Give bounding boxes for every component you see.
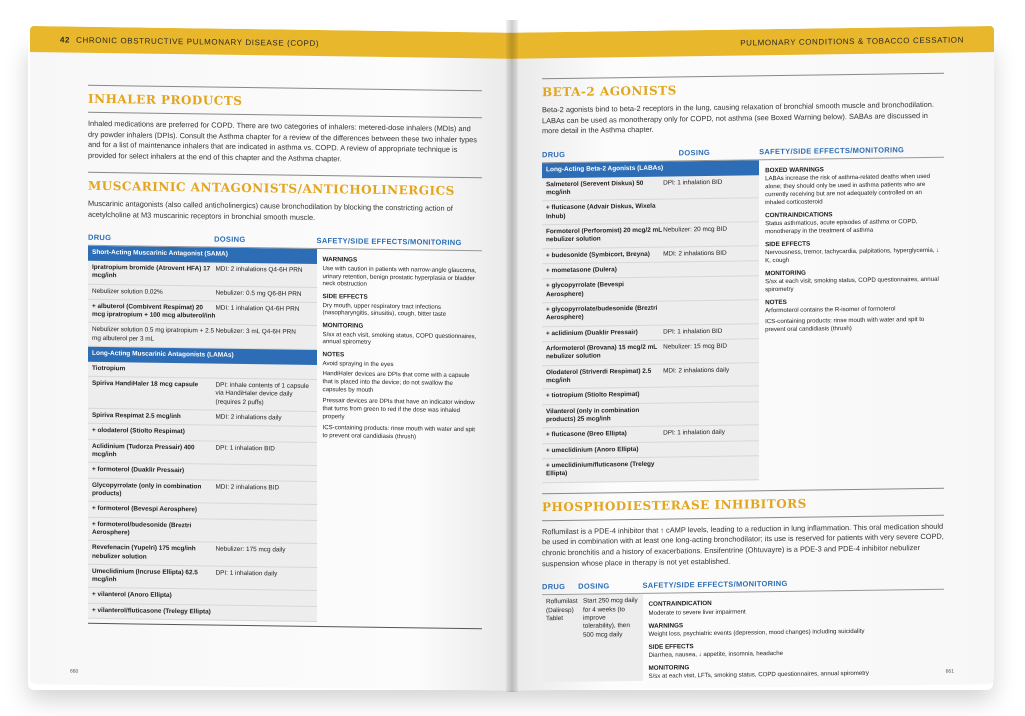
divider [88,85,482,92]
table-row [88,300,317,327]
dosing-cell: MDI: 2 inhalations daily [663,366,730,375]
table-row [542,456,759,483]
safety-heading: BOXED WARNINGS [765,166,824,175]
safety-heading: SIDE EFFECTS [322,293,368,302]
safety-heading: NOTES [765,299,787,307]
drug-cell: Vilanterol (only in combination products) 25 mcg/inh [546,406,640,424]
drug-cell: + formoterol/budesonide (Breztri Aerosphere) [92,520,192,537]
muscarinic-table [88,246,482,624]
col-dosing: DOSING [578,581,610,592]
laba-band: Long-Acting Beta-2 Agonists (LABAs) [542,160,759,177]
drug-cell: + olodaterol (Stiolto Respimat) [92,427,185,436]
safety-heading: MONITORING [648,663,690,672]
safety-heading: MONITORING [322,322,364,331]
drug-cell: + umeclidinium/fluticasone (Trelegy Ellipta) [546,460,655,478]
running-head-text: CHRONIC OBSTRUCTIVE PULMONARY DISEASE (COPD) [76,35,320,48]
drug-cell: Ipratropium bromide (Atrovent HFA) 17 mcg/inh [92,263,211,280]
safety-text: LABAs increase the risk of asthma-related deaths when used alone; they should only be used in asthma patients who are currently receiving but are not adequately controlled on an inhaled corticosteroid [765,173,931,207]
right-content [512,52,994,683]
drug-cell: Glycopyrrolate (only in combination products) [92,481,202,498]
drug-cell: Nebulizer solution 0.5 mg ipratropium + 2.5 mg albuterol per 3 mL [92,326,215,343]
dosing-cell [215,608,312,618]
safety-text: Dry mouth, upper respiratory tract infections (nasopharyngitis, sinusitis), cough, bitter taste [322,301,447,319]
pde-drug: Roflumilast (Daliresp) Tablet [546,598,578,623]
sama-rows [88,261,317,350]
drug-cell: Tiotropium [92,364,126,372]
drug-cell: + budesonide (Symbicort, Breyna) [546,250,650,259]
muscarinic-drug-column [88,246,317,622]
table-row [88,261,317,288]
left-folio: 660 [70,668,79,675]
pde-title: PHOSPHODIESTERASE INHIBITORS [542,496,807,514]
table-row [88,517,317,544]
col-dosing: DOSING [214,234,246,245]
table-row [88,377,317,412]
drug-cell: Umeclidinium (Incruse Ellipta) 62.5 mcg/inh [92,567,198,584]
safety-text: Pressair devices are DPIs that have an indicator window that turns from green to red if the dose was inhaled properly [322,397,475,421]
table-row [542,199,759,226]
dosing-cell [663,459,755,477]
col-safety: SAFETY/SIDE EFFECTS/MONITORING [642,579,788,591]
col-safety: SAFETY/SIDE EFFECTS/MONITORING [759,145,905,157]
table-bottom-rule [88,623,482,630]
col-drug: DRUG [542,582,566,592]
safety-text: HandiHaler devices are DPIs that come with a capsule that is placed into the device; do not swallow the capsules by mouth [322,370,470,395]
drug-cell: + glycopyrrolate (Bevespi Aerosphere) [546,281,624,298]
beta2-drug-column [542,160,759,482]
divider [88,112,482,119]
table-row [542,402,759,429]
safety-text: Diarrhea, nausea, ↓ appetite, insomnia, headache [648,649,783,659]
table-row [88,478,317,505]
left-page [30,26,512,691]
dosing-cell: DPI: 1 inhalation BID [663,178,723,187]
drug-cell: Spiriva HandiHaler 18 mcg capsule [92,379,199,389]
sama-band: Short-Acting Muscarinic Antagonist (SAMA) [88,246,317,264]
safety-heading: SIDE EFFECTS [765,240,811,249]
pde-table [542,590,944,682]
beta2-safety-column [759,158,944,480]
safety-text: Arformoterol contains the R-isomer of formoterol [765,305,896,315]
dosing-cell: Nebulizer: 15 mcg BID [663,342,728,351]
dosing-cell: MDI: 2 inhalations BID [215,483,280,492]
drug-cell: + glycopyrrolate/budesonide (Breztri Aerosphere) [546,304,658,322]
safety-heading: SIDE EFFECTS [648,642,694,651]
safety-text: ICS-containing products: rinse mouth with water and spit to prevent oral candidiasis (thrush) [765,316,925,334]
dosing-cell [215,429,312,439]
drug-cell: + fluticasone (Advair Diskus, Wixela Inhub) [546,203,656,220]
dosing-cell [663,405,755,423]
col-safety: SAFETY/SIDE EFFECTS/MONITORING [316,236,462,248]
dosing-cell [663,280,755,298]
page-number: 42 [60,34,71,45]
col-drug: DRUG [88,233,112,243]
dosing-cell [215,593,312,603]
table-row [88,541,317,568]
drug-cell: + tiotropium (Stiolto Respimat) [546,391,640,400]
safety-text: S/sx at each visit, LFTs, smoking status, COPD questionnaires, annual spirometry [648,669,869,680]
right-folio: 661 [945,668,954,675]
table-row [542,339,759,366]
table-row [88,565,317,592]
table-row [88,323,317,350]
dosing-cell: Nebulizer: 0.5 mg Q6-8H PRN [215,289,302,298]
drug-cell: Arformoterol (Brovana) 15 mcg/2 mL nebulizer solution [546,343,658,361]
drug-cell: Salmeterol (Serevent Diskus) 50 mcg/inh [546,179,644,197]
drug-cell: + umeclidinium (Anoro Ellipta) [546,445,639,454]
dosing-cell [663,444,755,454]
pde-safety-column [643,590,945,681]
right-page [512,26,994,691]
table-row [542,363,759,390]
beta2-table [542,158,944,483]
drug-cell: + formoterol (Bevespi Aerosphere) [92,505,198,514]
running-head-text: PULMONARY CONDITIONS & TOBACCO CESSATION [740,34,964,48]
dosing-cell [663,202,755,220]
drug-cell: + formoterol (Duaklir Pressair) [92,466,185,475]
safety-text: S/sx at each visit, smoking status, COPD questionnaires, annual spirometry [322,330,477,347]
col-dosing: DOSING [678,148,711,158]
dosing-cell: MDI: 2 inhalations BID [663,249,727,258]
pde-drug-column [542,594,643,682]
safety-text: Status asthmaticus, acute episodes of asthma or COPD, monotherapy in the treatment of asthma [765,218,918,236]
dosing-cell: Nebulizer: 3 mL Q4-6H PRN [215,328,296,337]
muscarinic-paragraph: Muscarinic antagonists (also called anticholinergics) cause bronchodilation by blocking the constricting action of acetylcholine at M3 muscarinic receptors in bronchial smooth muscle. [88,198,453,222]
left-content [30,52,512,630]
safety-heading: CONTRAINDICATIONS [765,211,833,220]
safety-heading: NOTES [322,351,345,359]
muscarinic-title: MUSCARINIC ANTAGONISTS/ANTICHOLINERGICS [88,178,455,198]
divider [542,487,944,494]
dosing-cell: Nebulizer: 20 mcg BID [663,225,728,234]
safety-heading: CONTRAINDICATION [648,600,712,609]
dosing-cell [215,507,312,517]
safety-text: Moderate to severe liver impairment [648,608,746,617]
table-row [88,439,317,466]
drug-cell: + fluticasone (Breo Ellipta) [546,430,627,439]
dosing-cell [663,390,755,400]
divider [88,172,482,179]
inhaler-products-title: INHALER PRODUCTS [88,91,243,108]
lama-band: Long-Acting Muscarinic Antagonists (LAMAs) [88,347,317,365]
dosing-cell [215,366,312,376]
drug-cell: Spiriva Respimat 2.5 mcg/inh [92,411,181,420]
divider [542,514,944,521]
beta2-paragraph: Beta-2 agonists bind to beta-2 receptors in the lung, causing relaxation of bronchial smooth muscle and bronchodilation. LABAs can be used as monotherapy only for COPD, not asthma (see Boxed Warning below). SABAs are discussed in more detail in the Asthma chapter. [542,99,934,136]
dosing-cell: DPI: inhale contents of 1 capsule via HandiHaler device daily (requires 2 puffs) [215,381,309,406]
inhaler-products-paragraph: Inhaled medications are preferred for COPD. There are two categories of inhalers: metered-dose inhalers (MDIs) and dry powder inhalers (DPIs). Consult the Asthma chapter for a review of the differences between these two inhaler types and for a list of maintenance inhalers that are indicated in asthma vs. COPD. A review of appropriate technique is provided for select inhalers at the end of this chapter and the Asthma chapter. [88,118,477,164]
dosing-cell [215,522,312,540]
beta2-title: BETA-2 AGONISTS [542,83,677,100]
safety-text: Weight loss, psychiatric events (depression, mood changes) including suicidality [648,627,865,638]
safety-heading: WARNINGS [648,621,684,630]
pde-dose: Start 250 mcg daily for 4 weeks (to improve tolerability), then 500 mcg daily [583,597,638,639]
dosing-cell: DPI: 1 inhalation daily [215,569,278,578]
dosing-cell: Nebulizer: 175 mcg daily [215,545,286,554]
drug-cell: + vilanterol (Anoro Ellipta) [92,591,172,600]
safety-heading: MONITORING [765,269,806,278]
drug-cell: + mometasone (Dulera) [546,266,617,275]
dosing-cell: DPI: 1 inhalation daily [663,428,725,437]
muscarinic-safety-column [317,249,482,624]
pde-paragraph: Roflumilast is a PDE-4 inhibitor that ↑ cAMP levels, leading to a reduction in lung inflammation. This oral medication should be used in combination with at least one long-acting bronchodilator; its use is reserved for patients with very severe COPD, chronic bronchitis and a history of exacerbations. Ensifentrine (Ohtuvayre) is a PDE-3 and PDE-4 inhibitor nebulizer suspension whose place in therapy is not yet established. [542,521,944,569]
drug-cell: + vilanterol/fluticasone (Trelegy Ellipta) [92,606,211,616]
book-gutter [506,20,518,692]
lama-rows [88,361,317,622]
dosing-cell [663,303,755,321]
safety-text: Avoid spraying in the eyes [322,359,394,368]
drug-cell: + aclidinium (Duaklir Pressair) [546,328,638,337]
drug-cell: Nebulizer solution 0.02% [92,287,163,296]
dosing-cell: MDI: 2 inhalations daily [215,413,282,422]
safety-text: S/sx at each visit, smoking status, COPD questionnaires, annual spirometry [765,276,939,294]
safety-text: Use with caution in patients with narrow-angle glaucoma, urinary retention, benign prostatic hyperplasia or bladder neck obstruction [322,264,477,289]
drug-cell: Revefenacin (Yupelri) 175 mcg/inh nebulizer solution [92,544,196,561]
dosing-cell: DPI: 1 inhalation BID [663,327,723,336]
dosing-cell [215,468,312,478]
laba-rows [542,175,759,483]
dosing-cell: MDI: 1 inhalation Q4-6H PRN [215,304,300,313]
dosing-cell: DPI: 1 inhalation BID [215,444,275,452]
safety-text: ICS-containing products: rinse mouth with water and spit to prevent oral candidiasis (thrush) [322,424,475,441]
drug-cell: Aclidinium (Tudorza Pressair) 400 mcg/inh [92,442,195,459]
safety-text: Nervousness, tremor, tachycardia, palpitations, hyperglycemia, ↓ K, cough [765,247,940,265]
drug-cell: Olodaterol (Striverdi Respimat) 2.5 mcg/inh [546,367,652,385]
divider [542,73,944,80]
table-row [542,222,759,249]
drug-cell: + albuterol (Combivent Respimat) 20 mcg ipratropium + 100 mcg albuterol/inh [92,302,216,320]
drug-cell: Formoterol (Perforomist) 20 mcg/2 mL nebulizer solution [546,226,663,244]
table-row [542,300,759,327]
table-row [542,277,759,304]
dosing-cell [663,264,755,274]
dosing-cell: MDI: 2 inhalations Q4-6H PRN [215,265,303,274]
safety-heading: WARNINGS [322,256,358,264]
table-row [542,175,759,202]
table-row [88,604,317,623]
col-drug: DRUG [542,150,566,160]
